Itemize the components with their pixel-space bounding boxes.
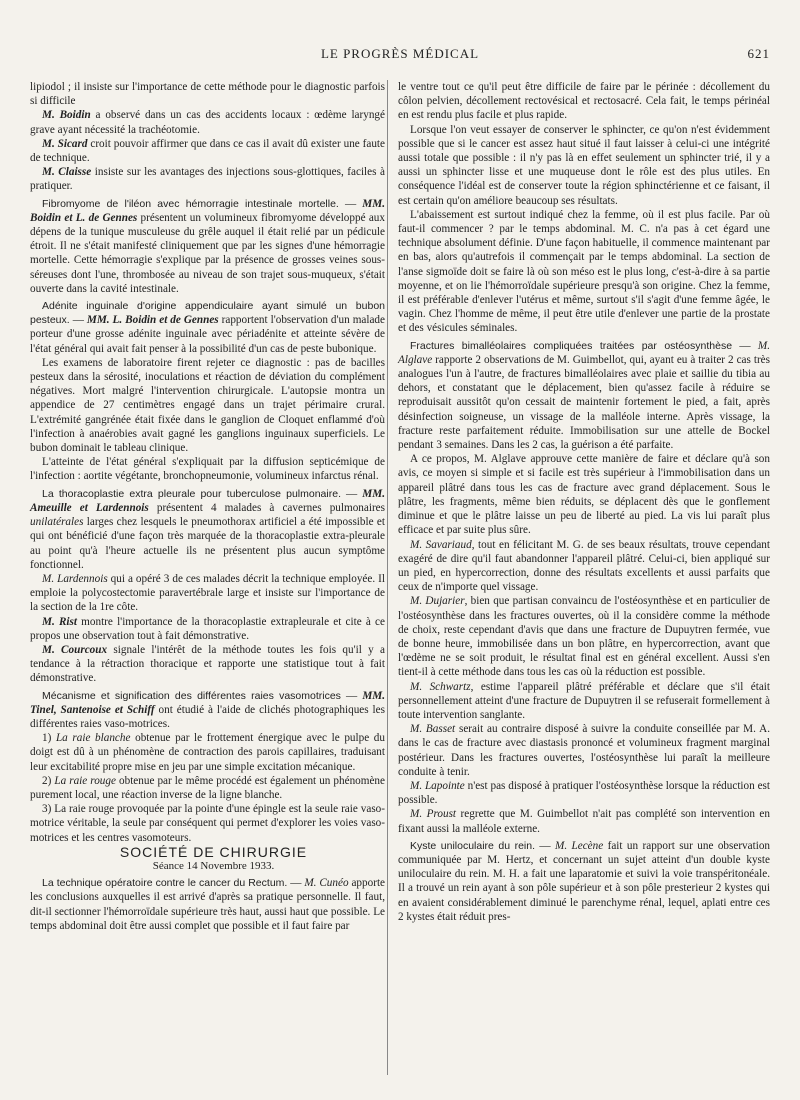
article-paragraph: Adénite inguinale d'origine appendiculaire ayant simulé un bubon pesteux. — MM. L. Boidin et de Gennes rapportent l'observation d'un malade porteur d'une grosse adénite inguinale avec périadénite et atteinte sévère de l'état général qui avait fait penser à la possibilité d'un cas de peste bubonique. bbox=[30, 300, 385, 355]
paragraph-text: regrette que M. Guimbellot n'ait pas complété son intervention en fixant aussi la malléole externe. bbox=[398, 808, 770, 835]
paragraph bbox=[30, 572, 385, 615]
paragraph bbox=[30, 137, 385, 165]
paragraph: A ce propos, M. Alglave approuve cette manière de faire et déclare qu'à son avis, ce moyen si simple et si facile est très supérieur à l'immobilisation dans un appareil plâtré dans tous les cas de fracture avec grand déplacement. Sous le plâtre, les fragments, même bien réduits, se déplacent dès que le gonflement diminue et que le plâtre laisse un peu de liberté au pied. La vis lui paraît plus efficace et par suite plus sûre. bbox=[398, 453, 770, 537]
authors: MM. Tinel, Santenoise et Schiff bbox=[30, 689, 386, 716]
speaker-name: M. Courcoux bbox=[42, 643, 108, 656]
article-heading: Adénite inguinale d'origine appendiculaire ayant simulé un bubon pesteux. bbox=[30, 300, 385, 327]
paragraph-text: signale l'intérêt de la méthode toutes les fois qu'il y a tendance à la rétraction thoracique et rapporte une statistique tout à fait démonstrative. bbox=[30, 643, 385, 685]
paragraph-text: serait au contraire disposé à suivre la conduite conseillée par M. A. dans le cas de fracture avec diastasis prononcé et volumineux fragment marginal postérieur. Dans les fractures ouvertes, l'ostéosynthèse lui paraît la meilleure conduite à tenir. bbox=[398, 723, 770, 778]
speaker-name: M. Sicard bbox=[42, 137, 88, 150]
paragraph bbox=[398, 538, 770, 595]
paragraph bbox=[30, 731, 385, 774]
left-column bbox=[30, 80, 385, 933]
paragraph-text: a observé dans un cas des accidents locaux : œdème laryngé grave ayant nécessité la trachéotomie. bbox=[30, 109, 385, 136]
paragraph-text: L'abaissement est surtout indiqué chez la femme, où il est plus facile. Par où faut-il commencer ? par le temps abdominal. bbox=[398, 208, 770, 236]
authors: MM. Ameuille et Lardennois bbox=[30, 487, 385, 514]
paragraph-text: , tout en félicitant M. G. de ses beaux résultats, trouve cependant exagéré de dire qu'il faut abandonner l'appareil plâtré. Celui-ci, bien appliqué sur un pied, en hypercorrection, donne des résultats excellents et aussi parfaits que ceux de n'importe quel vissage. bbox=[398, 538, 771, 594]
paragraph-text: montre l'importance de la thoracoplastie extrapleurale et cite à ce propos une observation tout à fait démonstrative. bbox=[30, 615, 385, 642]
speaker-name: M. Schwartz bbox=[410, 680, 471, 693]
emphasis: La raie blanche bbox=[55, 732, 131, 745]
paragraph bbox=[398, 208, 770, 336]
section-title: SOCIÉTÉ DE CHIRURGIE bbox=[119, 843, 308, 860]
speaker-name: M. Alglave bbox=[398, 339, 770, 366]
paragraph-text: fait un rapport sur une observation communiquée par M. Hertz, et concernant un sujet atteint d'un double kyste uniloculaire du rein. M. H. a fait une laparatomie et suivi la voie transpéritonéale. Il a trouvé un rein ayant à son pôle supérieur et à son pôle presterieur 2 kystes qui en avaient considérablement diminué le parenchyme rénal, lequel, aplati entre ces 2 kystes était réduit pres- bbox=[398, 839, 771, 923]
speaker-name: M. Proust bbox=[410, 808, 457, 821]
paragraph-text: présentent un volumineux fibromyome développé aux dépens de la tunique musculeuse du grêle auquel il était relié par un pédicule étroit. Il ne s'était manifesté cliniquement que par les signes d'une hémorragie mortelle. Cette hémorragie s'explique par la présence de grosses veines sous-séreuses dont l'une, thrombosée au niveau de son trajet sous-muqueux, s'était ouverte dans la cavité intestinale. bbox=[30, 211, 385, 295]
paragraph-text: insiste sur les avantages des injections sous-glottiques, faciles à pratiquer. bbox=[30, 166, 385, 193]
article-heading: Fibromyome de l'iléon avec hémorragie intestinale mortelle. bbox=[42, 197, 339, 210]
article-heading: Fractures bimalléolaires compliquées traitées par ostéosynthèse bbox=[410, 339, 733, 352]
article-heading: La thoracoplastie extra pleurale pour tuberculose pulmonaire. bbox=[42, 487, 341, 500]
paragraph-text: rapporte 2 observations de M. Guimbellot, qui, ayant eu à traiter 2 cas très analogues l'un à l'autre, de fractures bimalléolaires avec plaie et saillie du tibia au dehors, et constatant que le déplacement, bien qu'assez facile à réduire se reproduisait aussitôt qu'on cessait de maintenir fortement le pied, a fait, après désinfection soigneuse, un vissage de la malléole interne. Après vissage, la fracture reste parfaitement réduite. Immobilisation sur une attelle de Bockel pendant 3 semaines. Dans les 2 cas, la guérison a été parfaite. bbox=[398, 353, 770, 452]
paragraph bbox=[30, 615, 385, 643]
paragraph-text: n'a pas à cet égard une technique absolument définie. D'une façon habituelle, il commence maintenant par en bas, alors qu'autrefois il commençait par le temps abdominal. La section de l'anse sigmoïde doit se faire là où son méso est le plus long, c'est-à-dire à sa partie moyenne, et on lie l'hémorroïdale supérieure presqu'à son origine. Chez la femme, il est préférable d'enlever l'utérus et même, surtout s'il s'agit d'une femme âgée, le vagin. Chez l'homme de même, il peut être utile d'enlever une partie de la prostate et des vésicules séminales. bbox=[398, 223, 770, 335]
right-column bbox=[398, 80, 770, 924]
page-number: 621 bbox=[747, 46, 770, 61]
paragraph-text: apporte les conclusions auxquelles il est arrivé d'après sa pratique personnelle. Il faut, dit-il sectionner l'hémorroïdale supérieure très haut, aussi haut que possible. Le temps abdominal doit être aussi complet que possible et il faut faire par bbox=[30, 877, 386, 932]
page-header bbox=[30, 46, 770, 66]
journal-title: LE PROGRÈS MÉDICAL bbox=[320, 46, 480, 61]
paragraph-text: n'est pas disposé à pratiquer l'ostéosynthèse lorsque la réduction est possible. bbox=[398, 779, 770, 807]
paragraph: 3) La raie rouge provoquée par la pointe d'une épingle est la seule raie vaso-motrice véritable, la seule par conséquent qui permet d'explorer les voies vaso-motrices et les centres vasomoteurs. bbox=[30, 803, 385, 844]
speaker-name: M. Dujarier bbox=[410, 595, 465, 608]
paragraph-text: rapportent l'observation d'un malade porteur d'une grosse adénite inguinale avec périadénite et atteinte sévère de l'état général qui avait fait penser à la possibilité d'un cas de peste bubonique. bbox=[30, 314, 385, 355]
speaker-name: M. Lapointe bbox=[410, 779, 465, 792]
paragraph bbox=[398, 594, 770, 679]
paragraph bbox=[398, 680, 770, 723]
paragraph bbox=[30, 774, 385, 802]
section-date: Séance 14 Novembre 1933. bbox=[152, 859, 275, 872]
speaker-name: M. Lecène bbox=[555, 839, 604, 852]
paragraph-text: larges chez lesquels le pneumothorax artificiel a été impossible et qui ont bénéficié d'une façon très marquée de la thoracoplastie extra-pleurale au point qu'à l'heure actuelle ils ne présentent plus aucun symptôme fonctionnel. bbox=[30, 516, 385, 571]
speaker-name: M. Lardennois bbox=[42, 572, 108, 585]
speaker-name: M. Boidin bbox=[42, 109, 91, 122]
authors: MM. Boidin et L. de Gennes bbox=[30, 197, 385, 224]
paragraph bbox=[398, 722, 770, 779]
paragraph bbox=[30, 108, 385, 136]
paragraph bbox=[30, 643, 385, 686]
speaker-name: M. Savariaud bbox=[410, 538, 472, 551]
column-divider bbox=[387, 80, 388, 1075]
article-heading: Kyste uniloculaire du rein. bbox=[410, 839, 536, 852]
paragraph-text: qui a opéré 3 de ces malades décrit la technique employée. Il emploie la polycostectomie paravertébrale large et insiste sur l'importance de la section de la 1re côte. bbox=[30, 572, 385, 614]
emphasis: unilatérales bbox=[30, 516, 84, 529]
speaker-name: M. Basset bbox=[410, 723, 456, 736]
paragraph: le ventre tout ce qu'il peut être difficile de faire par le périnée : décollement du côlon pelvien, décollement rectovésical et rectosacré. Cela fait, le temps périnéal en est rendu plus facile et plus rapide. bbox=[398, 81, 770, 122]
article-paragraph: Fibromyome de l'iléon avec hémorragie intestinale mortelle. — MM. Boidin et L. de Gennes présentent un volumineux fibromyome développé aux dépens de la tunique musculeuse du grêle auquel il était relié par un pédicule étroit. Il ne s'était manifesté cliniquement que par les signes d'une hémorragie mortelle. Cette hémorragie s'explique par la présence de grosses veines sous-séreuses dont l'une, thrombosée au niveau de son trajet sous-muqueux, s'était ouverte dans la cavité intestinale. bbox=[30, 197, 385, 295]
list-number: 2) bbox=[42, 774, 55, 787]
paragraph: Les examens de laboratoire firent rejeter ce diagnostic : pas de bacilles pesteux dans la sérosité, inoculations et réaction de déviation du complément négatives. Mort malgré l'intervention chirurgicale. L'autopsie montra un appendice de 27 centimètres engagé dans un trajet périmaire crural. L'extrémité gangrénée était fixée dans le ganglion de Cloquet enflammé d'où l'infection à anaérobies avait gagné les ganglions inguinaux superficiels. Le bubon dominait le tableau clinique. bbox=[30, 356, 385, 455]
paragraph bbox=[398, 779, 770, 807]
speaker-name: M. Rist bbox=[42, 615, 77, 628]
authors: MM. L. Boidin et de Gennes bbox=[86, 314, 219, 327]
article-paragraph: Fractures bimalléolaires compliquées traitées par ostéosynthèse — M. Alglave rapporte 2 observations de M. Guimbellot, qui, ayant eu à traiter 2 cas très analogues l'un à l'autre, de fractures bimalléolaires avec plaie et saillie du tibia au dehors, et constatant que le déplacement, bien qu'assez facile à réduire se reproduisait aussitôt qu'on cessait de maintenir fortement le pied, a fait, après désinfection soigneuse, un vissage de la malléole interne. Après vissage, la fracture reste parfaitement réduite. Immobilisation sur une attelle de Bockel pendant 3 semaines. Dans les 2 cas, la guérison a été parfaite. bbox=[398, 339, 770, 452]
paragraph-text: ont étudié à l'aide de clichés photographiques les différentes raies vaso-motrices. bbox=[30, 703, 385, 730]
paragraph-text: présentent 4 malades à cavernes pulmonaires bbox=[148, 501, 385, 514]
article-paragraph: Mécanisme et signification des différentes raies vasomotrices — MM. Tinel, Santenoise et Schiff ont étudié à l'aide de clichés photographiques les différentes raies vaso-motrices. bbox=[30, 689, 386, 730]
paragraph: lipiodol ; il insiste sur l'importance de cette méthode pour le diagnostic parfois si difficile bbox=[30, 81, 385, 108]
paragraph-text: , bien que partisan convaincu de l'ostéosynthèse et en particulier de l'ostéosynthèse dans les fractures ouvertes, où il la considère comme la méthode de choix, reste cependant d'avis que dans une fracture de Dupuytren fermée, vue de bonne heure, immobilisée dans un bon plâtre, en hypercorrection, avant que l'œdème ne se soit produit, le résultat final est en général excellent. Aussi s'en tient-il à cette méthode dans tous les cas où la réduction est possible. bbox=[398, 595, 770, 679]
paragraph-text: obtenue par le frottement énergique avec le pulpe du doigt est dû à un phénomène de contraction des parois capillaires, traduisant leur excitabilité propre mise en jeu par une simple excitation mécanique. bbox=[30, 732, 385, 773]
paragraph bbox=[30, 165, 385, 193]
paragraph: L'atteinte de l'état général s'expliquait par la diffusion septicémique de l'infection : aortite végétante, bronchopneumonie, volumineux infarctus rénal. bbox=[30, 456, 385, 483]
paragraph: Lorsque l'on veut essayer de conserver le sphincter, ce qu'on n'est évidemment possible que si le cancer est assez haut situé il faut laisser à celui-ci une intégrité aussi totale que possible : il n'y pas là en effet seulement un sphincter trié, il y a aussi un sphincter lisse et une muqueuse dont le rôle est des plus utiles. En conséquence l'idéal est de conserver toute la région sphinctérienne et ce faisant, il est certain qu'on améliore beaucoup ses résultats. bbox=[398, 123, 770, 207]
paragraph-text: obtenue par le même procédé est également un phénomène purement local, une réaction inverse de la ligne blanche. bbox=[30, 774, 385, 801]
paragraph-text: , estime l'appareil plâtré préférable et déclare que s'il était personnellement atteint d'une fracture de Dupuytren il se refuserait formellement à toute intervention sanglante. bbox=[398, 680, 771, 721]
article-paragraph: La thoracoplastie extra pleurale pour tuberculose pulmonaire. — MM. Ameuille et Lardennois présentent 4 malades à cavernes pulmonaires unilatérales larges chez lesquels le pneumothorax artificiel a été impossible et qui ont bénéficié d'une façon très marquée de la thoracoplastie extra-pleurale au point qu'à l'heure actuelle ils ne présentent plus aucun symptôme fonctionnel. bbox=[30, 487, 385, 571]
speaker-name: M. C. bbox=[621, 223, 650, 236]
article-paragraph: La technique opératoire contre le cancer du Rectum. — M. Cunéo apporte les conclusions auxquelles il est arrivé d'après sa pratique personnelle. Il faut, dit-il sectionner l'hémorroïdale supérieure très haut, aussi haut que possible. Le temps abdominal doit être aussi complet que possible et il faut faire par bbox=[30, 877, 386, 932]
emphasis: La raie rouge bbox=[54, 774, 116, 787]
paragraph-text: croit pouvoir affirmer que dans ce cas il avait dû exister une faute de technique. bbox=[30, 137, 385, 165]
article-heading: Mécanisme et signification des différentes raies vasomotrices bbox=[42, 689, 341, 702]
speaker-name: M. Claisse bbox=[42, 166, 92, 179]
speaker-name: M. Cunéo bbox=[304, 877, 349, 890]
article-paragraph: Kyste uniloculaire du rein. — M. Lecène fait un rapport sur une observation communiquée par M. Hertz, et concernant un sujet atteint d'un double kyste uniloculaire du rein. M. H. a fait une laparatomie et suivi la voie transpéritonéale. Il a trouvé un rein ayant à son pôle supérieur et à son pôle presterieur 2 kystes qui en avaient considérablement diminué le parenchyme rénal, lequel, aplati entre ces 2 kystes était réduit pres- bbox=[398, 839, 771, 923]
list-number: 1) bbox=[42, 732, 56, 745]
article-heading: La technique opératoire contre le cancer du Rectum. bbox=[42, 877, 288, 890]
paragraph bbox=[398, 807, 770, 835]
